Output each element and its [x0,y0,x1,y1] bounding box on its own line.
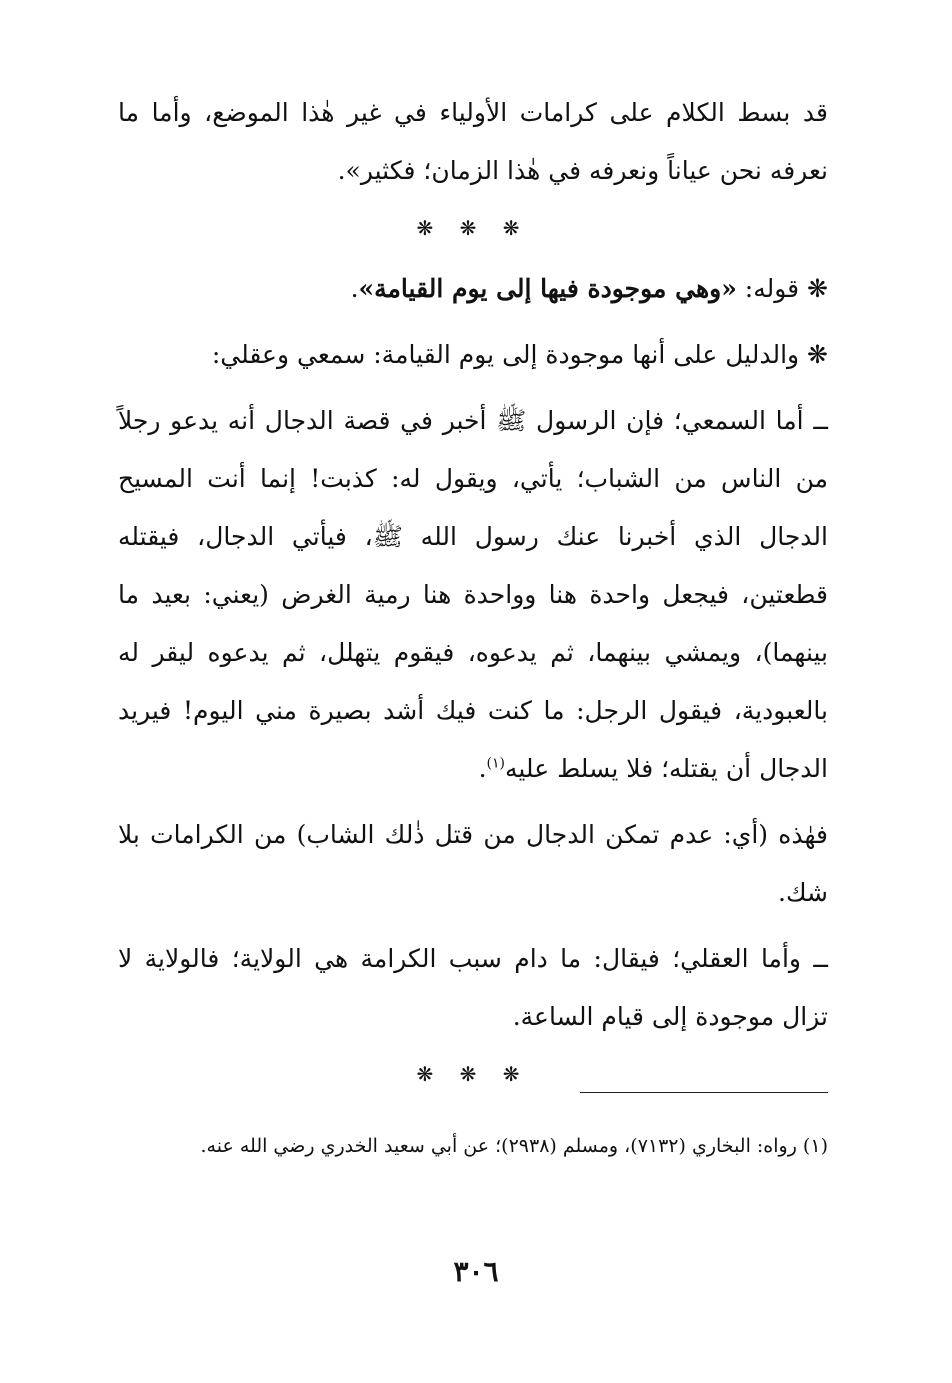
footnote-reference[interactable]: (١) [486,755,505,772]
section-separator-end: ❋ ❋ ❋ [416,1062,530,1086]
paragraph-karamat-intro: قد بسط الكلام على كرامات الأولياء في غير هٰذا الموضع، وأما ما نعرفه نحن عياناً ونعرفه في هٰذا الزمان؛ فكثير». [118,98,828,185]
paragraph-karama-conclusion: فهٰذه (أي: عدم تمكن الدجال من قتل ذٰلك الشاب) من الكرامات بلا شك. [118,820,828,907]
footnote: (١) رواه: البخاري (٧١٣٢)، ومسلم (٢٩٣٨)؛ عن أبي سعيد الخدري رضي الله عنه. [200,1135,828,1157]
textual-evidence-body: ــ أما السمعي؛ فإن الرسول ﷺ أخبر في قصة الدجال أنه يدعو رجلاً من الناس من الشباب؛ يأتي، ويقول له: كذبت! إنما أنت المسيح الدجال الذي أخبرنا عنك رسول الله ﷺ، فيأتي الدجال، فيقتله قطعتين، فيجعل واحدة هنا وواحدة هنا رمية الغرض (يعني: بعيد ما بينهما)، ويمشي بينهما، ثم يدعوه، فيقوم يتهلل، ثم يدعوه ليقر له بالعبودية، فيقول الرجل: ما كنت فيك أشد بصيرة مني اليوم! فيريد الدجال أن يقتله؛ فلا يسلط عليه [118,406,828,783]
footnote-divider [580,1092,828,1093]
section-separator: ❋ ❋ ❋ [416,216,530,240]
paragraph-evidence-intro: ❋ والدليل على أنها موجودة إلى يوم القيامة: سمعي وعقلي: [211,340,828,369]
quoted-matn: «وهي موجودة فيها إلى يوم القيامة» [358,274,737,303]
paragraph-rational-evidence: ــ وأما العقلي؛ فيقال: ما دام سبب الكرامة هي الولاية؛ فالولاية لا تزال موجودة إلى قيام الساعة. [118,944,828,1031]
quote-end: . [350,274,359,303]
textual-evidence-end: . [478,754,487,783]
paragraph-textual-evidence [118,392,828,798]
paragraph-quote-heading [118,260,828,318]
page-number: ٣٠٦ [453,1255,499,1288]
main-text [118,84,828,1106]
quote-lead: ❋ قوله: [736,274,828,303]
